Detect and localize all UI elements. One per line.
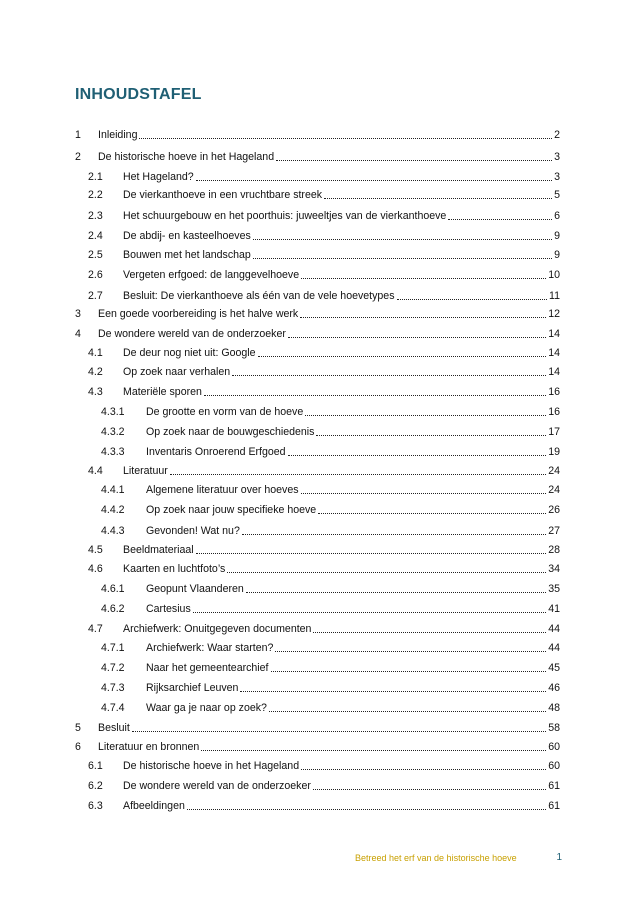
toc-entry-leader — [269, 711, 546, 712]
toc-entry[interactable] — [75, 148, 560, 164]
toc-entry[interactable] — [88, 462, 560, 478]
toc-entry[interactable] — [75, 719, 560, 735]
toc-entry[interactable] — [88, 207, 560, 223]
toc-entry-number: 2.4 — [88, 230, 103, 242]
toc-entry[interactable] — [101, 639, 560, 655]
toc-entry-page: 48 — [548, 702, 560, 714]
toc-entry-label: Rijksarchief Leuven — [146, 682, 239, 694]
toc-entry-label: De historische hoeve in het Hageland — [98, 151, 275, 163]
toc-entry-page: 19 — [548, 446, 560, 458]
toc-entry-leader — [397, 299, 548, 300]
toc-entry-page: 27 — [548, 525, 560, 537]
toc-entry-leader — [170, 474, 546, 475]
toc-entry[interactable] — [75, 126, 560, 142]
toc-entry-page: 14 — [548, 366, 560, 378]
toc-entry-leader — [196, 180, 552, 181]
toc-entry-page: 28 — [548, 544, 560, 556]
toc-entry-label: Materiële sporen — [123, 386, 202, 398]
toc-entry-leader — [271, 671, 547, 672]
toc-entry-leader — [139, 138, 552, 139]
toc-entry-leader — [288, 455, 547, 456]
toc-entry[interactable] — [88, 757, 560, 773]
toc-entry-page: 3 — [554, 171, 560, 183]
toc-entry-leader — [227, 572, 546, 573]
toc-entry[interactable] — [101, 481, 560, 497]
toc-entry-number: 2.1 — [88, 171, 103, 183]
toc-entry-number: 4.4.2 — [101, 504, 125, 516]
toc-entry-page: 11 — [549, 290, 560, 302]
toc-entry-number: 4.7.1 — [101, 642, 125, 654]
toc-entry-page: 26 — [548, 504, 560, 516]
toc-entry[interactable] — [88, 246, 560, 262]
toc-entry-page: 16 — [548, 386, 560, 398]
toc-entry[interactable] — [101, 403, 560, 419]
toc-entry-number: 6.2 — [88, 780, 103, 792]
toc-entry-page: 61 — [548, 800, 560, 812]
toc-entry-label: Beeldmateriaal — [123, 544, 194, 556]
toc-entry-leader — [318, 513, 546, 514]
toc-entry-label: Naar het gemeentearchief — [146, 662, 269, 674]
toc-entry-label: De deur nog niet uit: Google — [123, 347, 256, 359]
toc-entry-leader — [301, 278, 546, 279]
toc-entry-label: Literatuur — [123, 465, 168, 477]
toc-entry[interactable] — [75, 305, 560, 321]
toc-entry-leader — [204, 395, 546, 396]
toc-entry-page: 14 — [548, 347, 560, 359]
toc-entry-label: De wondere wereld van de onderzoeker — [123, 780, 311, 792]
toc-entry-leader — [301, 493, 547, 494]
toc-entry[interactable] — [88, 344, 560, 360]
toc-entry-page: 24 — [548, 484, 560, 496]
toc-entry-leader — [232, 375, 546, 376]
toc-entry-label: De grootte en vorm van de hoeve — [146, 406, 304, 418]
page-title: INHOUDSTAFEL — [75, 86, 202, 103]
toc-entry-leader — [246, 592, 546, 593]
toc-entry-leader — [276, 160, 552, 161]
toc-entry-number: 4.2 — [88, 366, 103, 378]
toc-entry-number: 4.6.1 — [101, 583, 125, 595]
toc-entry-number: 4 — [75, 328, 81, 340]
toc-entry-label: Inventaris Onroerend Erfgoed — [146, 446, 286, 458]
toc-entry-number: 4.3.3 — [101, 446, 125, 458]
toc-entry-label: Algemene literatuur over hoeves — [146, 484, 299, 496]
footer-document-title: Betreed het erf van de historische hoeve — [355, 853, 517, 863]
toc-entry-page: 45 — [548, 662, 560, 674]
toc-entry-number: 4.3.1 — [101, 406, 125, 418]
toc-entry-leader — [313, 632, 546, 633]
toc-entry-label: Geopunt Vlaanderen — [146, 583, 244, 595]
toc-entry-number: 6.1 — [88, 760, 103, 772]
toc-entry-label: Besluit: De vierkanthoeve als één van de vele hoevetypes — [123, 290, 395, 302]
toc-entry-number: 2.2 — [88, 189, 103, 201]
toc-entry-number: 4.4.3 — [101, 525, 125, 537]
toc-entry-leader — [448, 219, 552, 220]
toc-entry[interactable] — [88, 168, 560, 184]
toc-entry[interactable] — [88, 363, 560, 379]
toc-entry-leader — [201, 750, 546, 751]
toc-entry[interactable] — [88, 797, 560, 813]
toc-entry-leader — [132, 731, 546, 732]
toc-entry-page: 60 — [548, 741, 560, 753]
toc-entry[interactable] — [101, 580, 560, 596]
toc-entry-page: 5 — [554, 189, 560, 201]
toc-entry-label: Op zoek naar de bouwgeschiedenis — [146, 426, 315, 438]
toc-entry-page: 3 — [554, 151, 560, 163]
toc-entry-leader — [301, 769, 546, 770]
toc-entry-page: 17 — [548, 426, 560, 438]
toc-entry[interactable] — [101, 501, 560, 517]
toc-entry-number: 2.5 — [88, 249, 103, 261]
toc-entry[interactable] — [88, 777, 560, 793]
toc-entry-number: 4.7.4 — [101, 702, 125, 714]
toc-entry-number: 1 — [75, 129, 81, 141]
toc-entry-page: 35 — [548, 583, 560, 595]
toc-entry-label: Cartesius — [146, 603, 191, 615]
toc-entry[interactable] — [75, 325, 560, 341]
toc-entry-number: 2.3 — [88, 210, 103, 222]
toc-entry-leader — [253, 258, 552, 259]
toc-entry-number: 4.3.2 — [101, 426, 125, 438]
toc-entry-number: 4.6.2 — [101, 603, 125, 615]
toc-entry-label: Vergeten erfgoed: de langgevelhoeve — [123, 269, 300, 281]
toc-entry-label: Kaarten en luchtfoto’s — [123, 563, 226, 575]
toc-entry-number: 2.6 — [88, 269, 103, 281]
toc-entry-number: 4.4.1 — [101, 484, 125, 496]
toc-entry-number: 2 — [75, 151, 81, 163]
toc-entry-label: Archiefwerk: Onuitgegeven documenten — [123, 623, 312, 635]
toc-entry-leader — [300, 317, 546, 318]
toc-entry-page: 10 — [548, 269, 560, 281]
toc-entry-page: 14 — [548, 328, 560, 340]
toc-entry-leader — [240, 691, 546, 692]
toc-entry[interactable] — [101, 522, 560, 538]
toc-entry-leader — [196, 553, 547, 554]
toc-entry-label: Op zoek naar jouw specifieke hoeve — [146, 504, 317, 516]
toc-entry-label: Gevonden! Wat nu? — [146, 525, 240, 537]
toc-entry-page: 34 — [548, 563, 560, 575]
toc-entry[interactable] — [101, 443, 560, 459]
toc-entry-leader — [258, 356, 547, 357]
toc-entry-number: 4.5 — [88, 544, 103, 556]
toc-entry[interactable] — [101, 659, 560, 675]
toc-entry[interactable] — [88, 186, 560, 202]
toc-entry[interactable] — [75, 738, 560, 754]
toc-entry-leader — [316, 435, 546, 436]
toc-entry-number: 6.3 — [88, 800, 103, 812]
toc-entry-page: 16 — [548, 406, 560, 418]
toc-entry-page: 12 — [548, 308, 560, 320]
toc-entry-label: De vierkanthoeve in een vruchtbare streek — [123, 189, 323, 201]
toc-entry-label: Bouwen met het landschap — [123, 249, 251, 261]
toc-entry-page: 44 — [548, 623, 560, 635]
toc-entry-leader — [313, 789, 546, 790]
toc-entry[interactable] — [101, 699, 560, 715]
toc-entry[interactable] — [88, 560, 560, 576]
toc-entry-number: 4.1 — [88, 347, 103, 359]
toc-entry-number: 4.7.2 — [101, 662, 125, 674]
toc-entry-page: 9 — [554, 230, 560, 242]
toc-entry-number: 3 — [75, 308, 81, 320]
toc-entry-leader — [187, 809, 546, 810]
toc-entry-leader — [288, 337, 546, 338]
toc-entry-label: Waar ga je naar op zoek? — [146, 702, 267, 714]
toc-entry-number: 4.7 — [88, 623, 103, 635]
toc-entry-label: De abdij- en kasteelhoeves — [123, 230, 251, 242]
toc-entry-number: 4.3 — [88, 386, 103, 398]
toc-entry-label: Het Hageland? — [123, 171, 194, 183]
toc-entry[interactable] — [88, 266, 560, 282]
toc-entry[interactable] — [88, 541, 560, 557]
toc-entry-leader — [253, 239, 552, 240]
toc-entry-label: Inleiding — [98, 129, 138, 141]
toc-entry-page: 46 — [548, 682, 560, 694]
toc-entry-page: 24 — [548, 465, 560, 477]
toc-entry-page: 60 — [548, 760, 560, 772]
toc-entry-number: 2.7 — [88, 290, 103, 302]
toc-entry-leader — [275, 651, 546, 652]
toc-entry-label: Het schuurgebouw en het poorthuis: juweeltjes van de vierkanthoeve — [123, 210, 447, 222]
toc-entry-label: Een goede voorbereiding is het halve werk — [98, 308, 299, 320]
toc-entry[interactable] — [101, 600, 560, 616]
toc-entry-label: Archiefwerk: Waar starten? — [146, 642, 274, 654]
toc-entry[interactable] — [101, 679, 560, 695]
toc-entry-page: 58 — [548, 722, 560, 734]
toc-entry-page: 2 — [554, 129, 560, 141]
toc-entry-label: Op zoek naar verhalen — [123, 366, 231, 378]
toc-entry-page: 61 — [548, 780, 560, 792]
toc-entry-page: 41 — [548, 603, 560, 615]
toc-entry[interactable] — [101, 423, 560, 439]
toc-entry-label: Afbeeldingen — [123, 800, 185, 812]
toc-entry-number: 4.6 — [88, 563, 103, 575]
toc-entry-label: Literatuur en bronnen — [98, 741, 200, 753]
toc-entry-number: 5 — [75, 722, 81, 734]
toc-entry[interactable] — [88, 287, 560, 303]
toc-entry-page: 6 — [554, 210, 560, 222]
toc-entry-number: 6 — [75, 741, 81, 753]
toc-entry-number: 4.4 — [88, 465, 103, 477]
toc-entry-page: 9 — [554, 249, 560, 261]
footer-page-number: 1 — [556, 852, 562, 863]
toc-entry-page: 44 — [548, 642, 560, 654]
toc-entry[interactable] — [88, 227, 560, 243]
toc-entry-label: De historische hoeve in het Hageland — [123, 760, 300, 772]
toc-entry-leader — [324, 198, 552, 199]
toc-entry-number: 4.7.3 — [101, 682, 125, 694]
toc-entry[interactable] — [88, 620, 560, 636]
toc-entry-label: Besluit — [98, 722, 130, 734]
toc-entry-leader — [242, 534, 546, 535]
toc-entry-leader — [193, 612, 546, 613]
toc-entry-label: De wondere wereld van de onderzoeker — [98, 328, 286, 340]
toc-entry-leader — [305, 415, 546, 416]
toc-entry[interactable] — [88, 383, 560, 399]
